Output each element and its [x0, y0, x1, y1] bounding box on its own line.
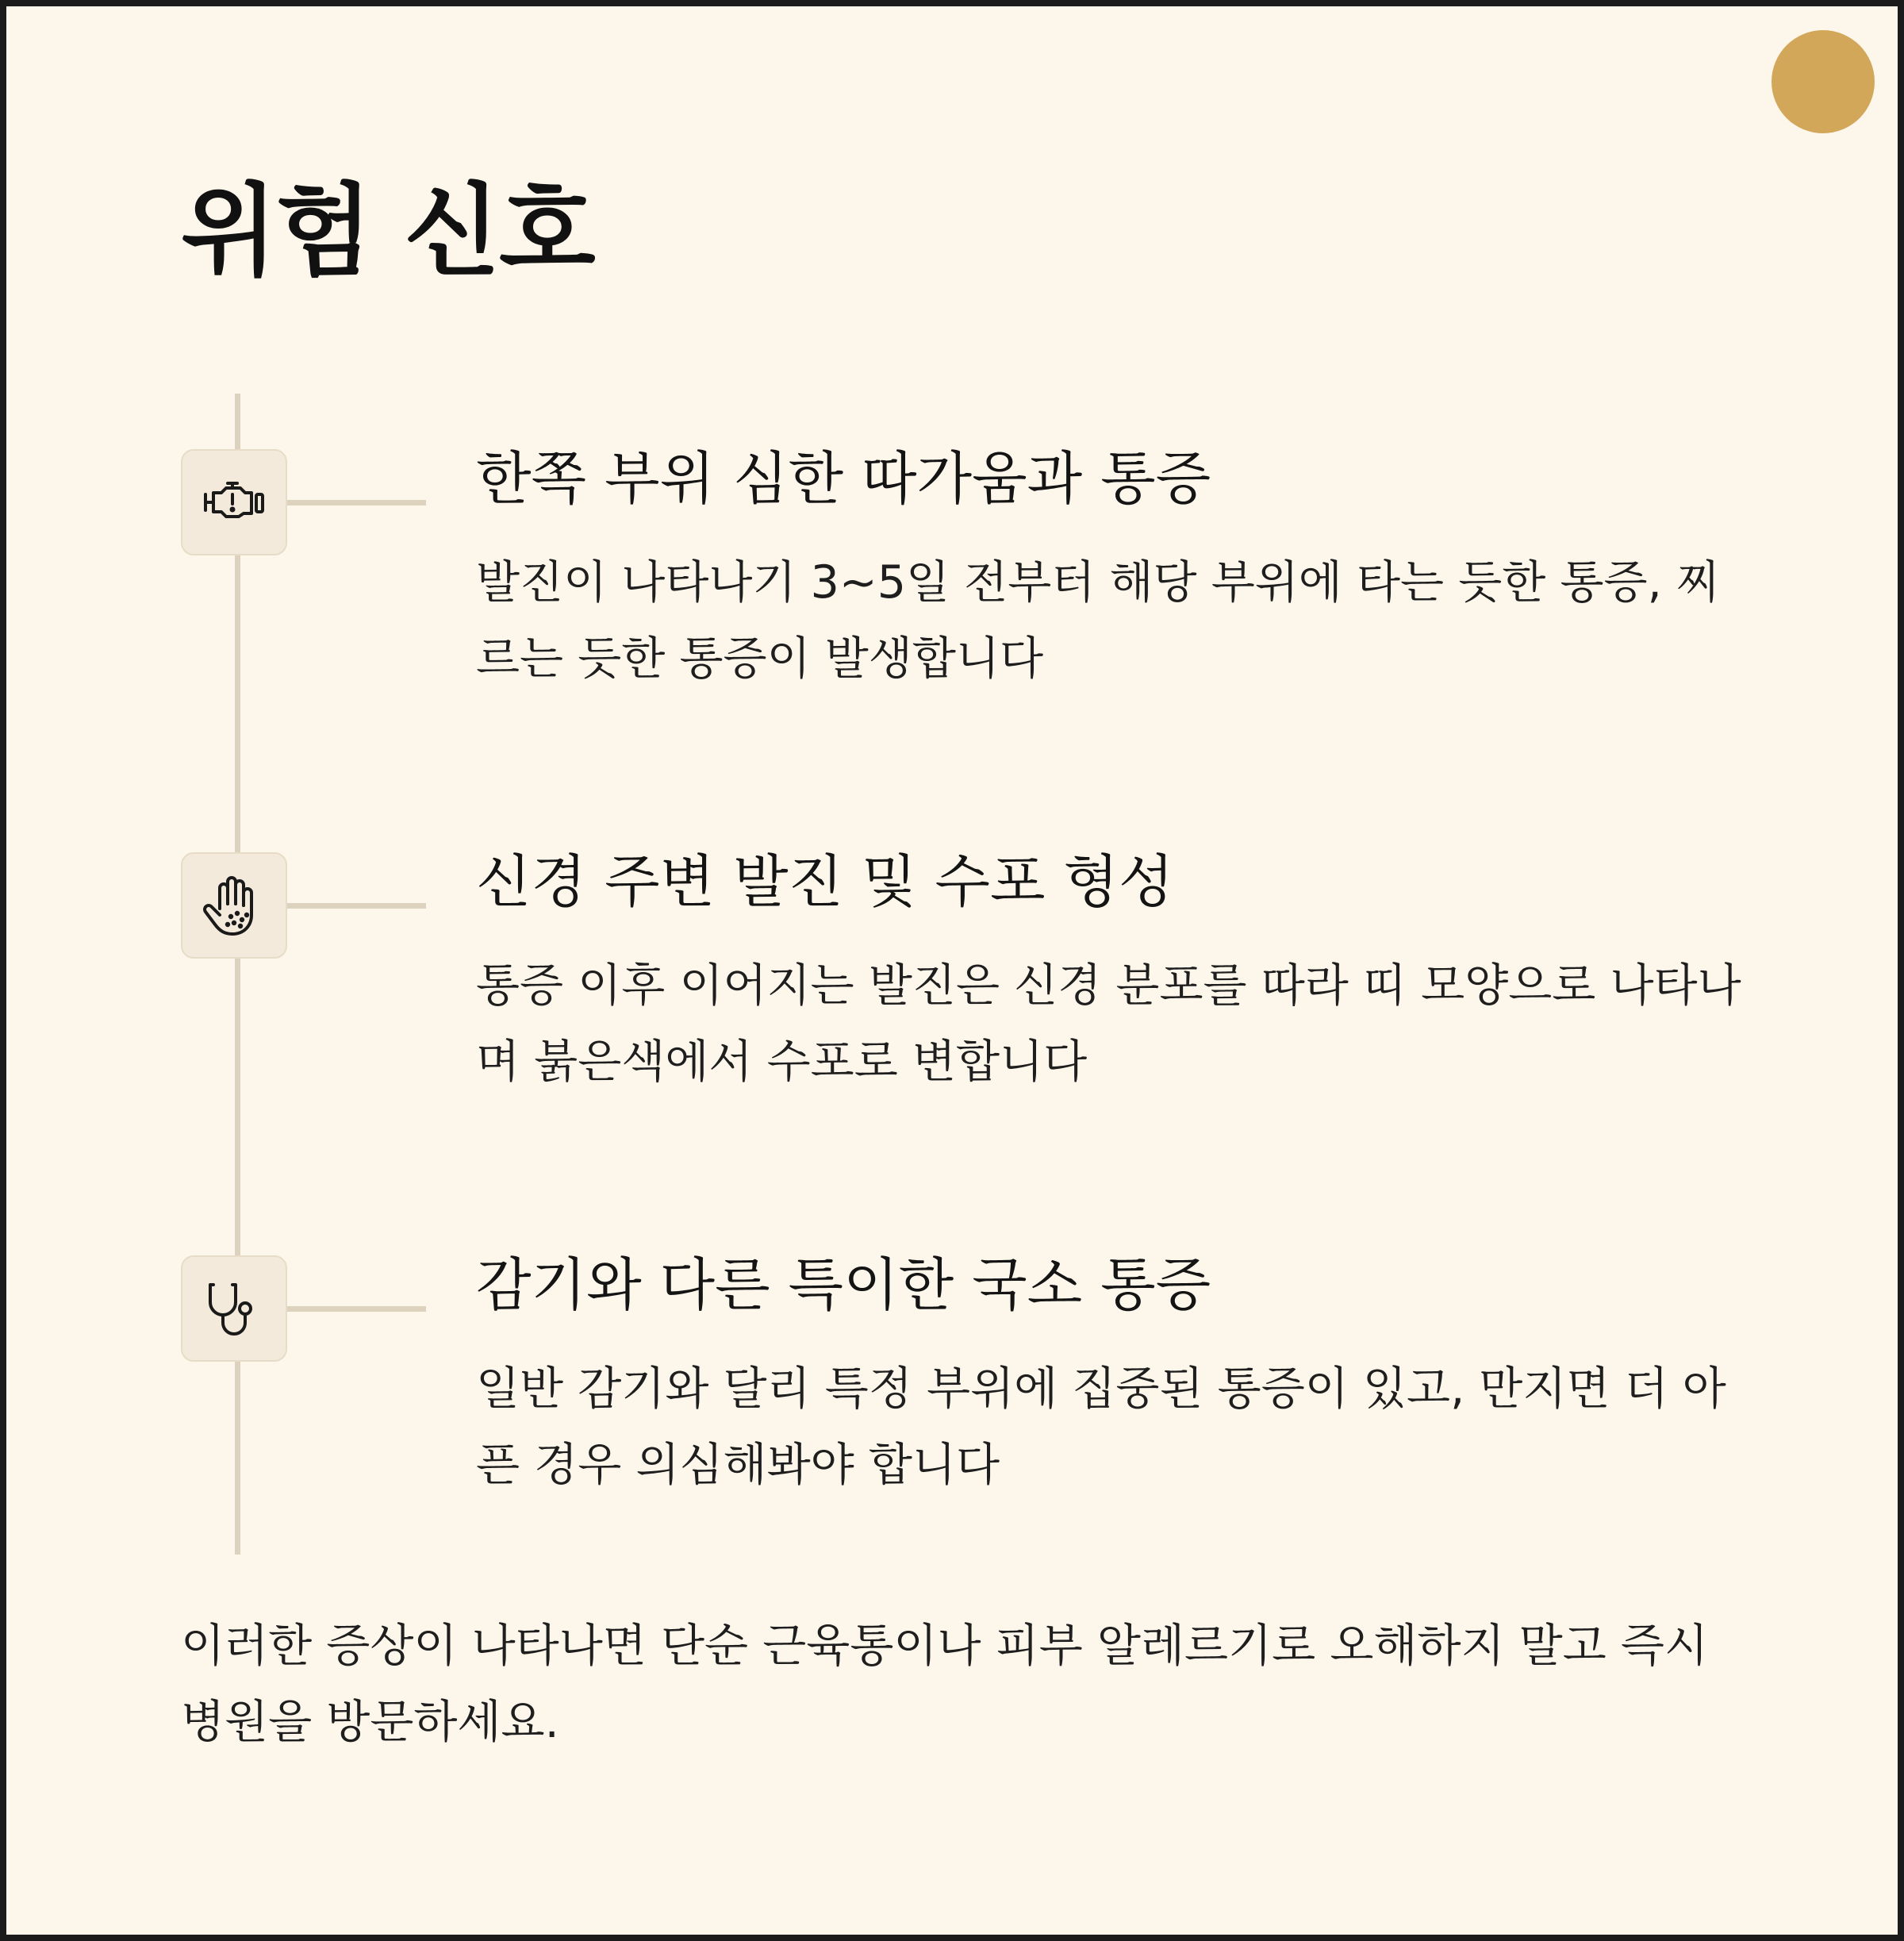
page-title: 위험 신호: [181, 173, 594, 290]
item-title: 한쪽 부위 심한 따가움과 통증: [476, 445, 1211, 512]
item-description: 발진이 나타나기 3~5일 전부터 해당 부위에 타는 듯한 통증, 찌르는 듯한 통증이 발생합니다: [476, 556, 1720, 685]
item-description: 일반 감기와 달리 특정 부위에 집중된 통증이 있고, 만지면 더 아픈 경우 의심해봐야 합니다: [476, 1363, 1726, 1491]
decorative-dot: [1772, 30, 1875, 133]
item-description: 통증 이후 이어지는 발진은 신경 분포를 따라 띠 모양으로 나타나며 붉은색에서 수포로 변합니다: [476, 959, 1741, 1088]
item-title: 신경 주변 발진 및 수포 형성: [476, 848, 1174, 915]
hand-rash-icon: [181, 852, 287, 959]
stethoscope-icon: [181, 1255, 287, 1362]
engine-warning-icon: [181, 449, 287, 555]
item-title: 감기와 다른 특이한 국소 통증: [476, 1251, 1211, 1318]
timeline-connector: [287, 1306, 426, 1312]
timeline-connector: [287, 903, 426, 909]
timeline-connector: [287, 500, 426, 505]
footer-note: 이러한 증상이 나타나면 단순 근육통이나 피부 알레르기로 오해하지 말고 즉시 병원을 방문하세요.: [181, 1620, 1709, 1748]
timeline-line: [235, 394, 240, 1555]
